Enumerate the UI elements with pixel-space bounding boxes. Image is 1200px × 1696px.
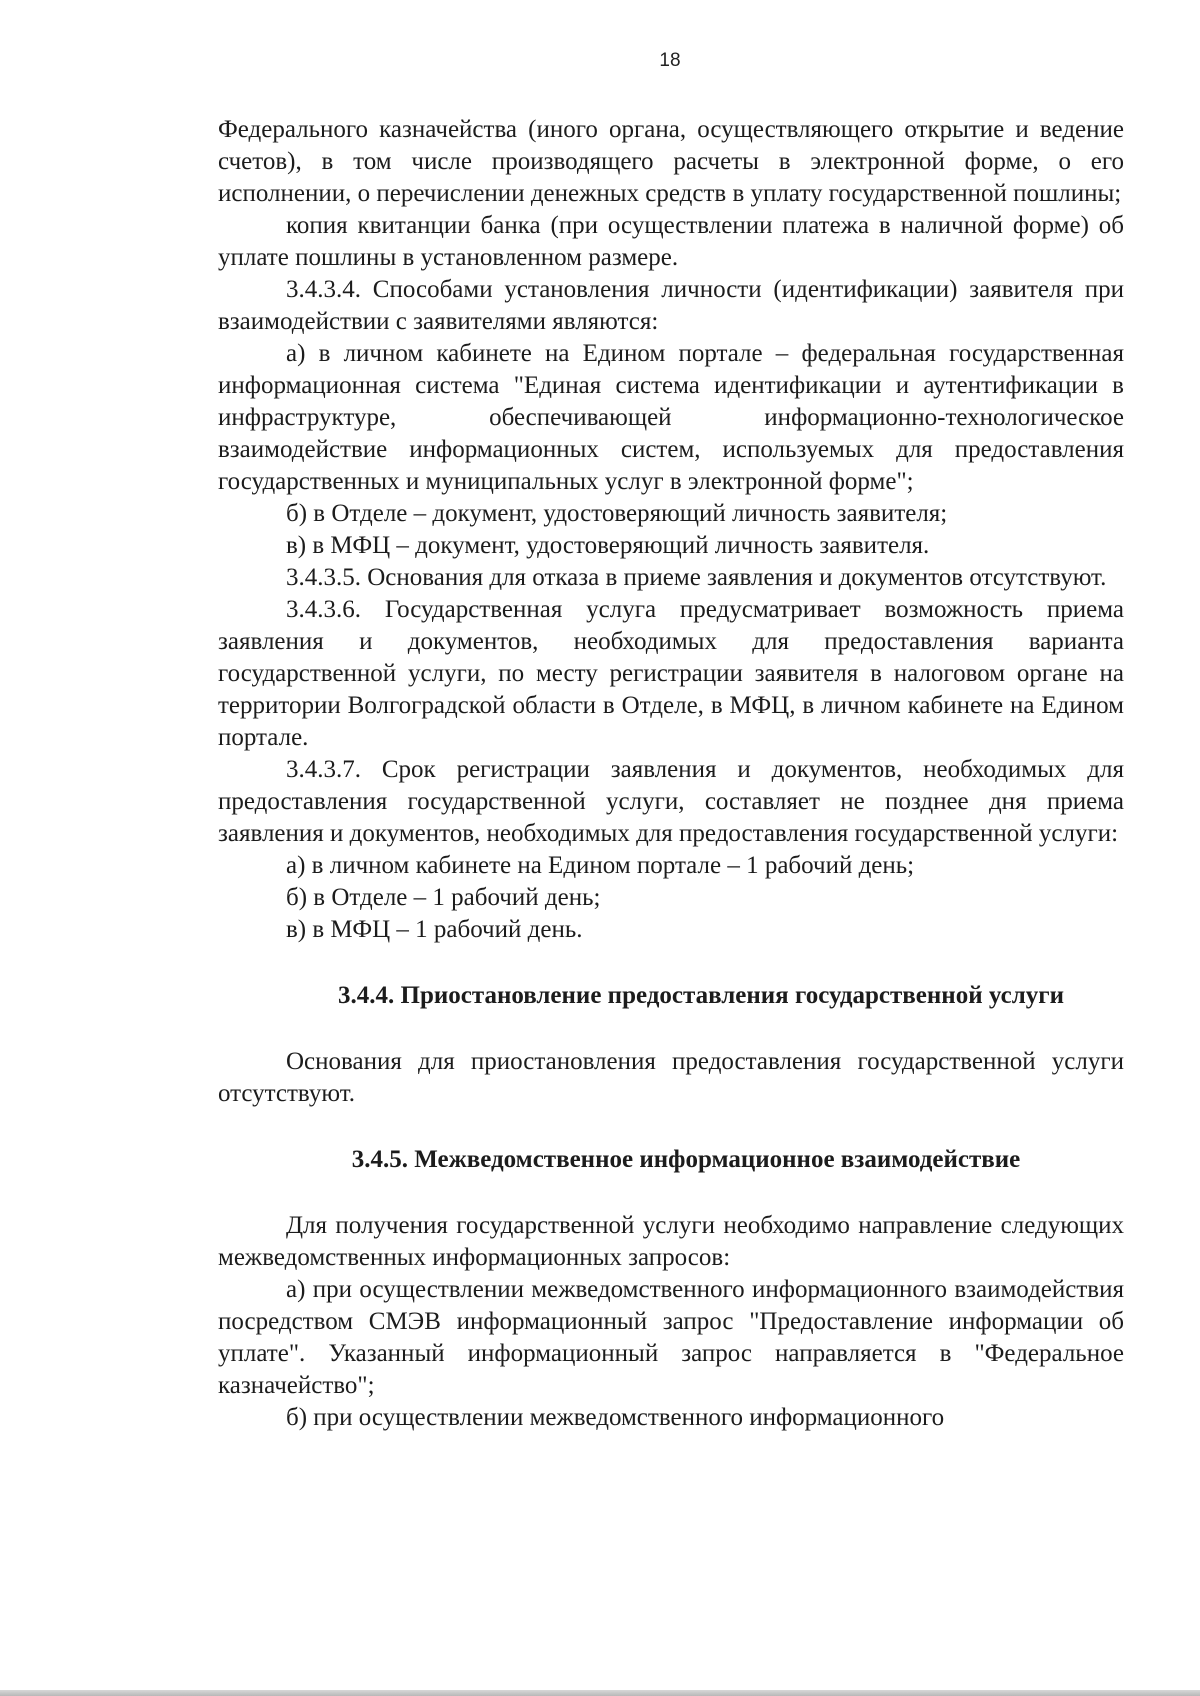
scan-bottom-edge: [0, 1690, 1200, 1696]
list-item-b-department-term: б) в Отделе – 1 рабочий день;: [286, 884, 601, 911]
page-number: 18: [659, 50, 681, 71]
paragraph-treasury-continuation: Федерального казначейства (иного органа, осуществляющего открытие и ведение счетов), в том числе производящего расчеты в электронной форме, о его исполнении, о перечислении денежных средств в уплату государственной пошлины;: [218, 116, 1124, 207]
section-heading-3-4-5: 3.4.5. Межведомственное информационное взаимодействие: [351, 1146, 1021, 1173]
document-body: [218, 114, 1124, 1434]
list-item-b-interagency: б) при осуществлении межведомственного информационного: [286, 1404, 945, 1431]
paragraph-suspension: Основания для приостановления предоставления государственной услуги отсутствуют.: [218, 1048, 1124, 1107]
paragraph-3-4-3-6: 3.4.3.6. Государственная услуга предусматривает возможность приема заявления и документов, необходимых для предоставления варианта государственной услуги, по месту регистрации заявителя в налоговом органе на территории Волгоградской области в Отделе, в МФЦ, в личном кабинете на Едином портале.: [218, 596, 1124, 751]
section-heading-3-4-4: 3.4.4. Приостановление предоставления государственной услуги: [338, 982, 1064, 1009]
list-item-v-mfc-term: в) в МФЦ – 1 рабочий день.: [286, 916, 583, 943]
list-item-a-esia: а) в личном кабинете на Едином портале – федеральная государственная информационная система "Единая система идентификации и аутентификации в инфраструктуре, обеспечивающей информационно-технологическое взаимодействие информационных систем, используемых для предоставления государственных и муниципальных услуг в электронной форме";: [218, 340, 1124, 495]
paragraph-3-4-3-4: 3.4.3.4. Способами установления личности (идентификации) заявителя при взаимодействии с заявителями являются:: [218, 276, 1124, 335]
list-item-a-smev: а) при осуществлении межведомственного информационного взаимодействия посредством СМЭВ информационный запрос "Предоставление информации об уплате". Указанный информационный запрос направляется в "Федеральное казначейство";: [218, 1276, 1124, 1399]
paragraph-bank-receipt: копия квитанции банка (при осуществлении платежа в наличной форме) об уплате пошлины в установленном размере.: [218, 212, 1124, 271]
list-item-b-department: б) в Отделе – документ, удостоверяющий личность заявителя;: [286, 500, 948, 527]
paragraph-3-4-3-7: 3.4.3.7. Срок регистрации заявления и документов, необходимых для предоставления государственной услуги, составляет не позднее дня приема заявления и документов, необходимых для предоставления государственной услуги:: [218, 756, 1124, 847]
paragraph-interagency-requests: Для получения государственной услуги необходимо направление следующих межведомственных информационных запросов:: [218, 1212, 1124, 1271]
list-item-v-mfc: в) в МФЦ – документ, удостоверяющий личность заявителя.: [286, 532, 930, 559]
paragraph-3-4-3-5: 3.4.3.5. Основания для отказа в приеме заявления и документов отсутствуют.: [286, 564, 1107, 591]
list-item-a-portal-term: а) в личном кабинете на Едином портале – 1 рабочий день;: [286, 852, 915, 879]
